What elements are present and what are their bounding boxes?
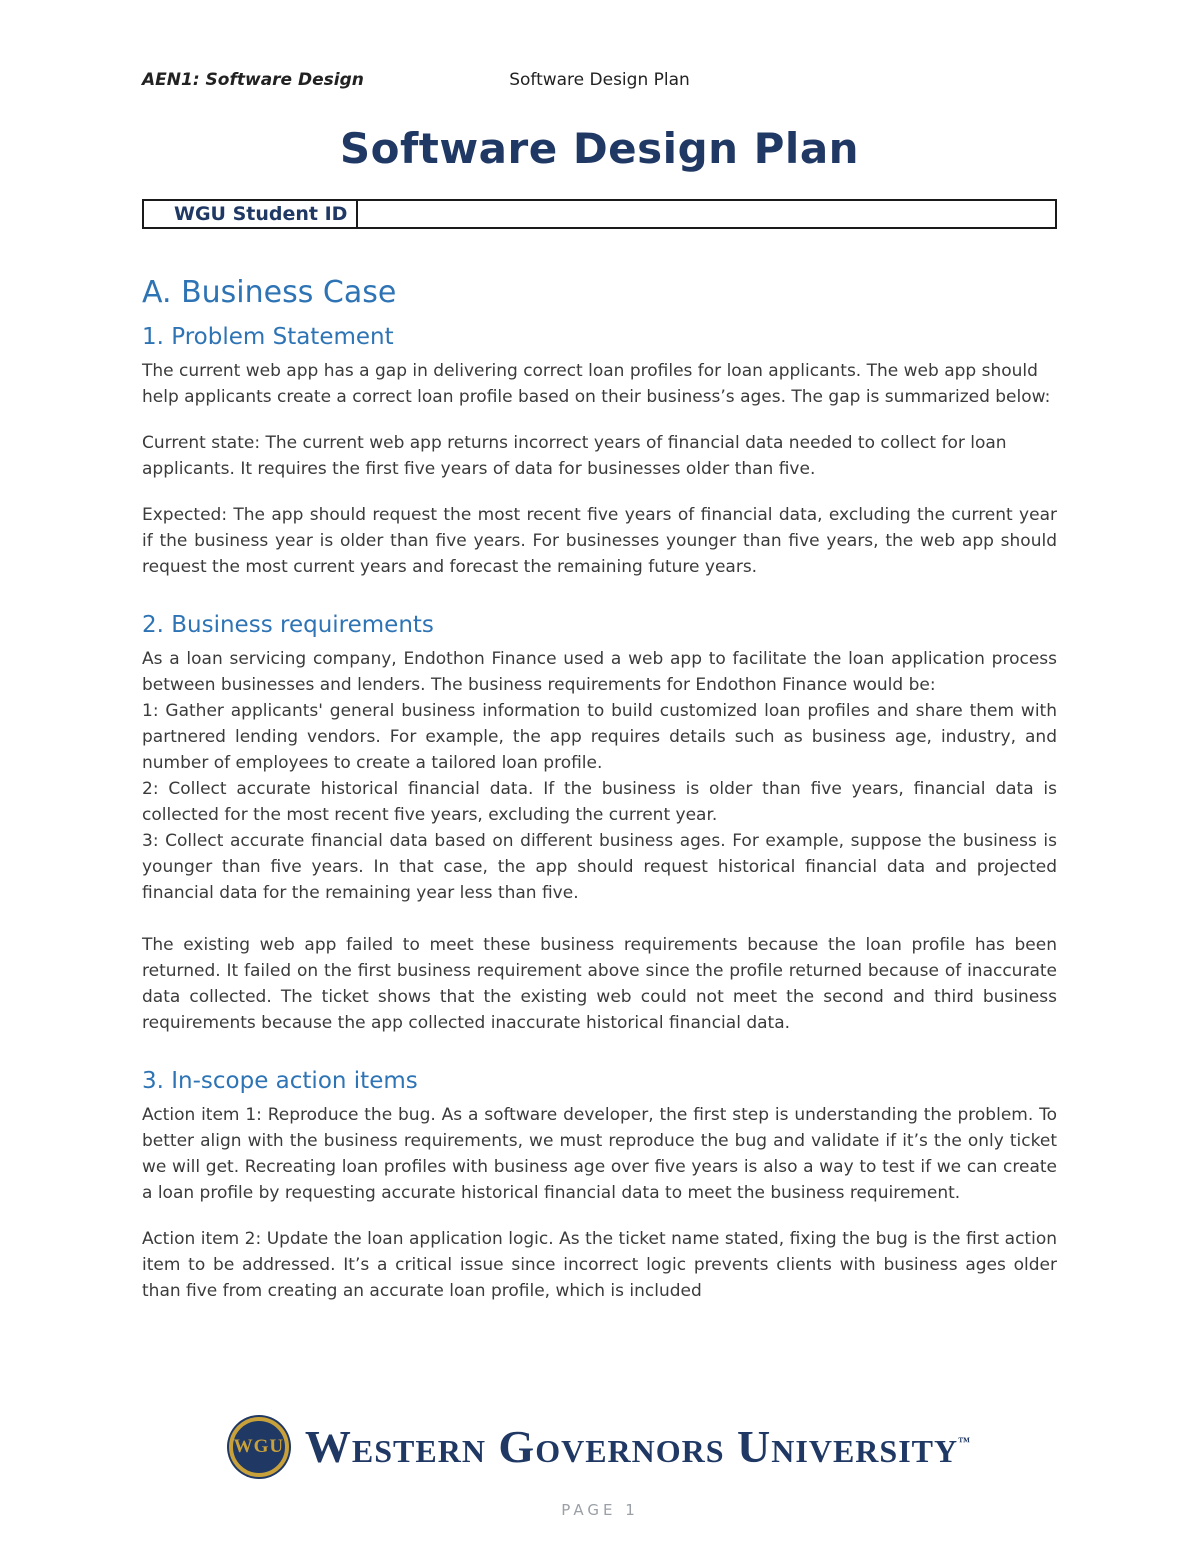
requirements-intro-paragraph: As a loan servicing company, Endothon Finance used a web app to facilitate the loan application process between businesses and lenders. The business requirements for Endothon Finance would be: (142, 649, 1057, 695)
student-id-value-cell[interactable] (358, 201, 1055, 227)
document-header (142, 70, 1057, 90)
requirements-analysis-paragraph: The existing web app failed to meet these business requirements because the loan profile has been returned. It failed on the first business requirement above since the profile returned because of inaccurate data collected. The ticket shows that the existing web could not meet the second and third business requirements because the app collected inaccurate historical financial data. (142, 935, 1057, 1033)
section-a-heading: A. Business Case (142, 275, 397, 310)
current-state-paragraph: Current state: The current web app returns incorrect years of financial data needed to collect for loan applicants. It requires the first five years of data for businesses older than five. (142, 433, 1007, 479)
action-item-2-paragraph: Action item 2: Update the loan application logic. As the ticket name stated, fixing the bug is the first action item to be addressed. It’s a critical issue since incorrect logic prevents clients with business ages older than five from creating an accurate loan profile, which is included (142, 1229, 1057, 1301)
trademark-symbol: ™ (958, 1434, 972, 1449)
requirement-2: 2: Collect accurate historical financial data. If the business is older than five years, financial data is collected for the most recent five years, excluding the current year. (142, 779, 1057, 825)
university-name (304, 1421, 972, 1472)
university-name-text: Western Governors University (304, 1421, 959, 1472)
action-item-1-paragraph: Action item 1: Reproduce the bug. As a software developer, the first step is understanding the problem. To better align with the business requirements, we must reproduce the bug and validate if it’s the only ticket we will get. Recreating loan profiles with business age over five years is also a way to test if we can create a loan profile by requesting accurate historical financial data to meet the business requirement. (142, 1105, 1057, 1203)
document-title: Software Design Plan (339, 124, 860, 173)
header-doc-label: Software Design Plan (509, 70, 690, 90)
action-items-heading: 3. In-scope action items (142, 1068, 418, 1094)
university-logo-row (0, 1417, 1200, 1477)
student-id-table (142, 199, 1057, 229)
expected-paragraph: Expected: The app should request the most recent five years of financial data, excluding the current year if the business year is older than five years. For businesses younger than five years, the web app should request the most current years and forecast the remaining future years. (142, 505, 1057, 577)
requirement-3: 3: Collect accurate financial data based on different business ages. For example, suppose the business is younger than five years. In that case, the app should request historical financial data and projected financial data for the remaining year less than five. (142, 831, 1057, 903)
requirement-1: 1: Gather applicants' general business information to build customized loan profiles and share them with partnered lending vendors. For example, the app requires details such as business age, industry, and number of employees to create a tailored loan profile. (142, 701, 1057, 773)
problem-paragraph: The current web app has a gap in delivering correct loan profiles for loan applicants. The web app should help applicants create a correct loan profile based on their business’s ages. The gap is summarized below: (142, 361, 1051, 407)
business-requirements-heading: 2. Business requirements (142, 612, 434, 638)
student-id-label: WGU Student ID (144, 201, 358, 227)
page-number: PAGE 1 (561, 1501, 639, 1519)
header-course-label: AEN1: Software Design (142, 70, 364, 90)
wgu-logo-text: WGU (233, 1436, 285, 1457)
wgu-logo-icon (229, 1417, 289, 1477)
document-footer (0, 1417, 1200, 1519)
problem-statement-heading: 1. Problem Statement (142, 324, 394, 350)
